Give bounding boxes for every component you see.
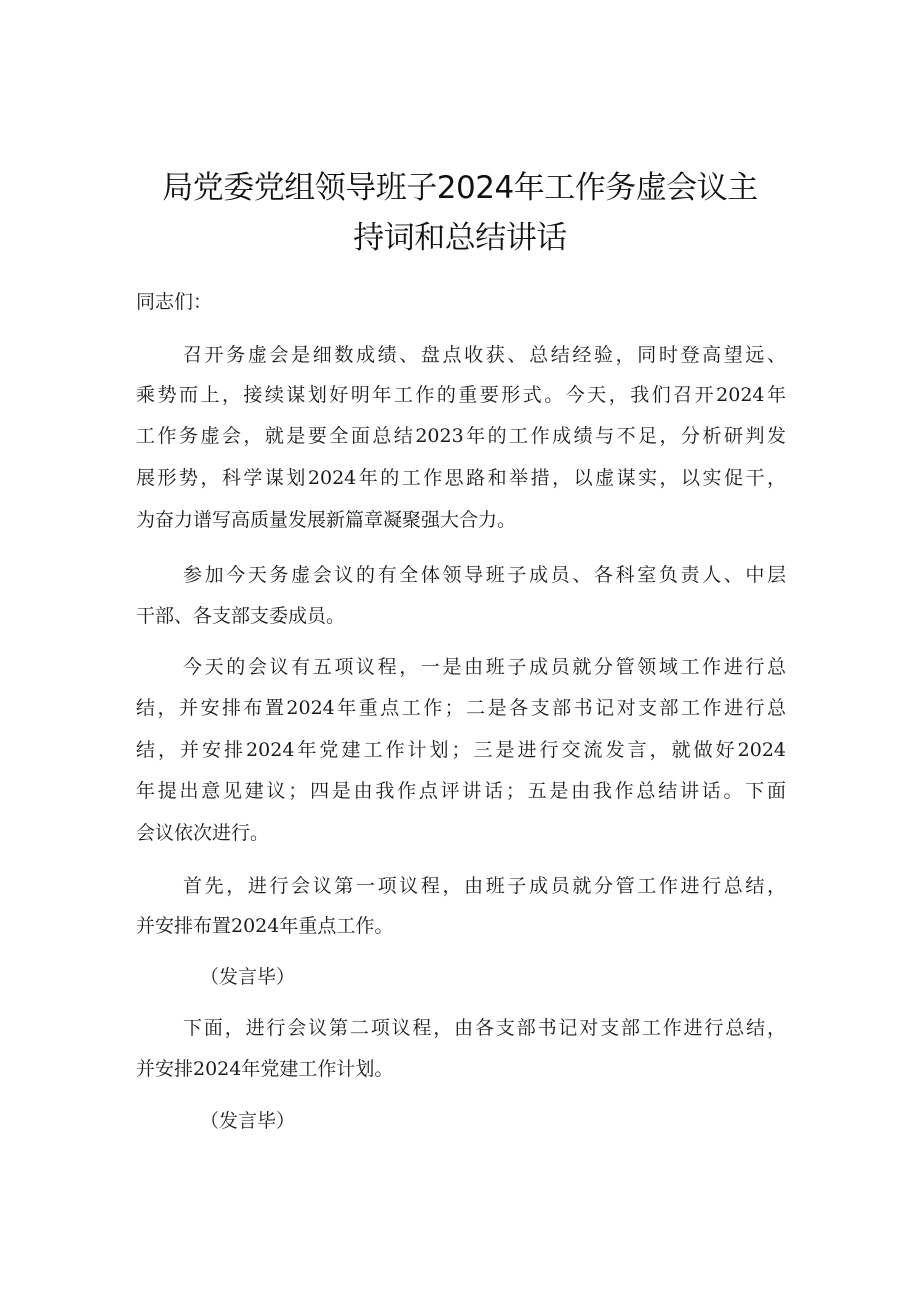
- paragraph-3-line-4: 年提出意见建议；四是由我作点评讲话；五是由我作总结讲话。下面: [136, 780, 786, 802]
- paragraph-5-line-2: 并安排2024年党建工作计划。: [136, 1058, 394, 1080]
- paragraph-3-line-5: 会议依次进行。: [136, 822, 270, 844]
- speech-finished-note-2: （发言毕）: [200, 1110, 296, 1132]
- paragraph-3-line-1: 今天的会议有五项议程，一是由班子成员就分管领域工作进行总: [183, 656, 786, 678]
- paragraph-3-line-2: 结，并安排布置2024年重点工作；二是各支部书记对支部工作进行总: [136, 697, 786, 719]
- speech-finished-note-1: （发言毕）: [200, 966, 296, 988]
- paragraph-2-line-1: 参加今天务虚会议的有全体领导班子成员、各科室负责人、中层: [183, 564, 786, 586]
- paragraph-1-line-3: 工作务虚会，就是要全面总结2023年的工作成绩与不足，分析研判发: [136, 425, 786, 447]
- paragraph-1-line-1: 召开务虚会是细数成绩、盘点收获、总结经验，同时登高望远、: [183, 344, 786, 366]
- document-title-line-1: 局党委党组领导班子2024年工作务虚会议主: [162, 170, 758, 206]
- paragraph-4-line-2: 并安排布置2024年重点工作。: [136, 915, 394, 937]
- paragraph-4-line-1: 首先，进行会议第一项议程，由班子成员就分管工作进行总结，: [183, 875, 786, 897]
- salutation: 同志们：: [136, 291, 213, 313]
- paragraph-1-line-4: 展形势，科学谋划2024年的工作思路和举措，以虚谋实，以实促干，: [136, 467, 786, 489]
- paragraph-1-line-5: 为奋力谱写高质量发展新篇章凝聚强大合力。: [136, 509, 517, 531]
- paragraph-2-line-2: 干部、各支部支委成员。: [136, 605, 346, 627]
- document-title-line-2: 持词和总结讲话: [353, 220, 567, 256]
- paragraph-3-line-3: 结，并安排2024年党建工作计划；三是进行交流发言，就做好2024: [136, 739, 786, 761]
- paragraph-1-line-2: 乘势而上，接续谋划好明年工作的重要形式。今天，我们召开2024年: [136, 384, 786, 406]
- paragraph-5-line-1: 下面，进行会议第二项议程，由各支部书记对支部工作进行总结，: [183, 1017, 786, 1039]
